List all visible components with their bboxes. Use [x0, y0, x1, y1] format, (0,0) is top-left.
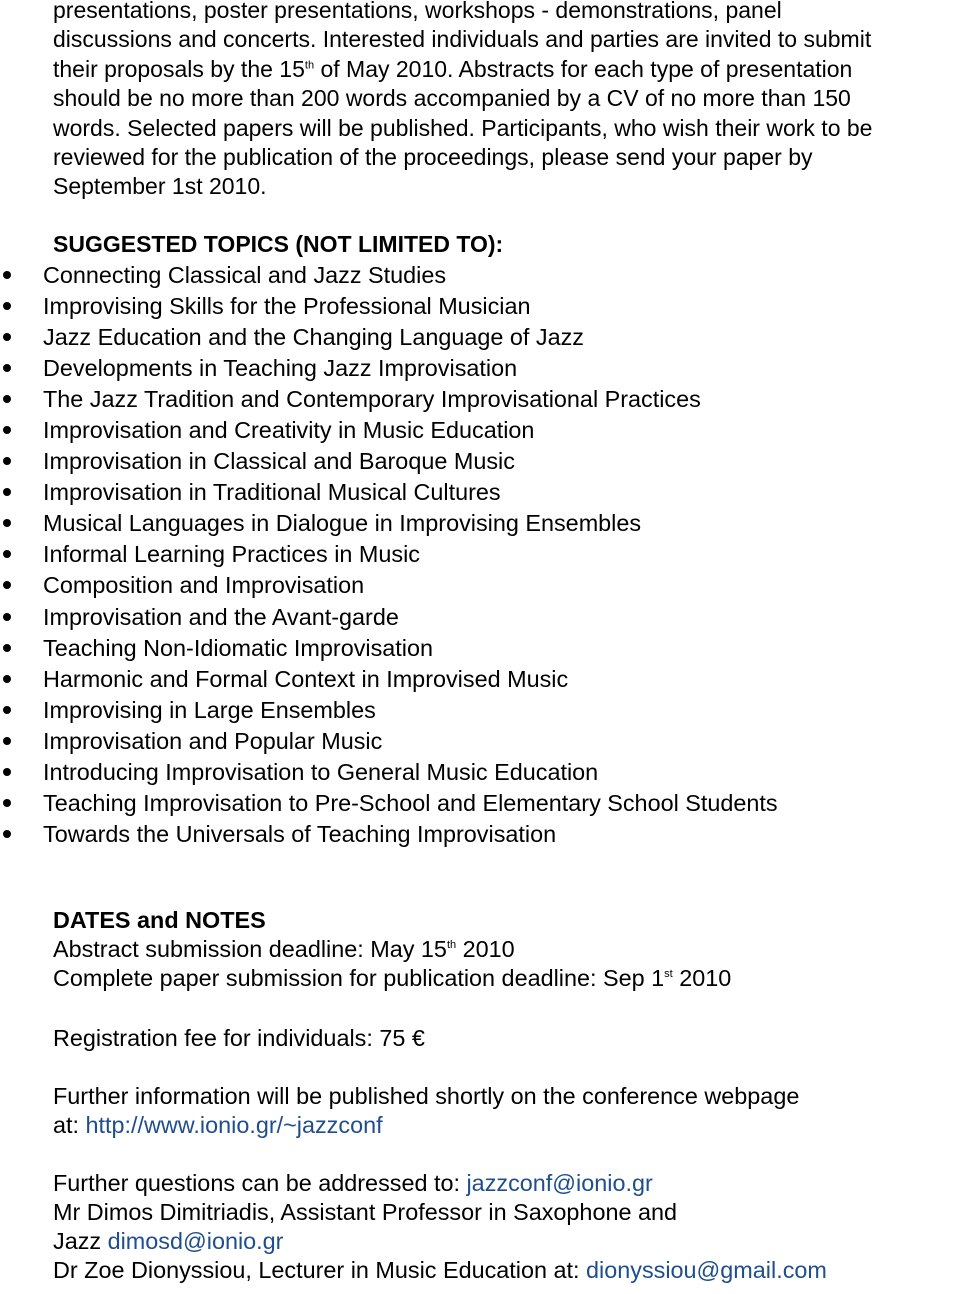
topic-item [0, 508, 778, 539]
bullet-icon [3, 457, 11, 465]
further-info-text: Further information will be published shortly on the conference webpage [53, 1083, 800, 1109]
questions-line: Further questions can be addressed to: jazzconf@ionio.gr [53, 1170, 653, 1196]
suggested-topics-heading: SUGGESTED TOPICS (NOT LIMITED TO): [53, 231, 504, 257]
topic-item [0, 446, 778, 477]
jazzconf-email-link[interactable]: jazzconf@ionio.gr [466, 1170, 653, 1196]
topic-text: Improvising Skills for the Professional Musician [43, 293, 531, 320]
bullet-icon [3, 426, 11, 434]
topic-item [0, 757, 778, 788]
topic-text: Composition and Improvisation [43, 572, 365, 599]
topic-text: Jazz Education and the Changing Language of Jazz [43, 324, 584, 351]
ordinal-suffix: th [446, 939, 457, 952]
topic-item [0, 353, 778, 384]
dates-heading: DATES and NOTES [53, 907, 266, 933]
webpage-line: at: http://www.ionio.gr/~jazzconf [53, 1112, 383, 1138]
topic-item [0, 322, 778, 353]
abstract-deadline: Abstract submission deadline: May 15th 2010 [53, 936, 515, 962]
topic-item [0, 664, 778, 695]
bullet-icon [3, 581, 11, 589]
dates-and-notes-section [53, 906, 953, 993]
topic-text: Towards the Universals of Teaching Improvisation [43, 820, 557, 847]
topic-text: Introducing Improvisation to General Music Education [43, 758, 599, 785]
topic-text: Musical Languages in Dialogue in Improvising Ensembles [43, 510, 642, 537]
topic-item [0, 633, 778, 664]
bullet-icon [3, 706, 11, 714]
dionyssiou-email-link[interactable]: dionyssiou@gmail.com [586, 1257, 827, 1283]
topic-item [0, 384, 778, 415]
bullet-icon [3, 333, 11, 341]
intro-line: reviewed for the publication of the proceedings, please send your paper by [53, 144, 813, 171]
topic-item [0, 788, 778, 819]
dimitriadis-email-line: Jazz dimosd@ionio.gr [53, 1228, 284, 1254]
bullet-icon [3, 550, 11, 558]
topic-text: Improvisation in Classical and Baroque Music [43, 448, 515, 475]
topic-text: Improvisation and Creativity in Music Education [43, 417, 535, 444]
suggested-topics-list [0, 260, 778, 850]
intro-line: should be no more than 200 words accompanied by a CV of no more than 150 [53, 85, 851, 112]
bullet-icon [3, 271, 11, 279]
topic-text: Harmonic and Formal Context in Improvised Music [43, 665, 569, 692]
bullet-icon [3, 830, 11, 838]
topic-item [0, 260, 778, 291]
topic-text: Informal Learning Practices in Music [43, 541, 421, 568]
topic-item [0, 477, 778, 508]
bullet-icon [3, 644, 11, 652]
ordinal-suffix: th [304, 59, 315, 72]
intro-line: discussions and concerts. Interested individuals and parties are invited to submit [53, 26, 872, 53]
bullet-icon [3, 364, 11, 372]
topic-item [0, 726, 778, 757]
contacts [53, 1169, 953, 1285]
topic-item [0, 291, 778, 322]
dimitriadis-line: Mr Dimos Dimitriadis, Assistant Professor in Saxophone and [53, 1199, 677, 1225]
further-information [53, 1082, 953, 1140]
topic-item [0, 695, 778, 726]
topic-text: Improvisation and Popular Music [43, 727, 383, 754]
bullet-icon [3, 613, 11, 621]
topic-text: The Jazz Tradition and Contemporary Improvisational Practices [43, 386, 701, 413]
topic-item [0, 570, 778, 601]
paper-deadline: Complete paper submission for publication deadline: Sep 1st 2010 [53, 965, 732, 991]
bullet-icon [3, 519, 11, 527]
bullet-icon [3, 302, 11, 310]
intro-line: presentations, poster presentations, workshops - demonstrations, panel [53, 0, 782, 23]
bullet-icon [3, 737, 11, 745]
topic-item [0, 602, 778, 633]
topic-text: Teaching Non-Idiomatic Improvisation [43, 634, 434, 661]
intro-line: September 1st 2010. [53, 173, 267, 200]
bullet-icon [3, 675, 11, 683]
intro-paragraph [53, 0, 958, 202]
registration-fee-text: Registration fee for individuals: 75 € [53, 1025, 425, 1051]
bullet-icon [3, 488, 11, 496]
ordinal-suffix: st [664, 968, 673, 981]
topic-text: Teaching Improvisation to Pre-School and Elementary School Students [43, 789, 778, 816]
topic-item [0, 415, 778, 446]
bullet-icon [3, 768, 11, 776]
dimitriadis-email-link[interactable]: dimosd@ionio.gr [107, 1228, 284, 1254]
conference-webpage-link[interactable]: http://www.ionio.gr/~jazzconf [85, 1112, 383, 1138]
topic-item [0, 539, 778, 570]
registration-fee [53, 1024, 953, 1053]
topic-text: Improvising in Large Ensembles [43, 696, 376, 723]
bullet-icon [3, 799, 11, 807]
topic-text: Improvisation and the Avant-garde [43, 603, 399, 630]
topic-text: Connecting Classical and Jazz Studies [43, 262, 447, 288]
intro-line: their proposals by the 15th of May 2010. Abstracts for each type of presentation [53, 55, 853, 82]
intro-line: words. Selected papers will be published. Participants, who wish their work to be [53, 114, 873, 141]
bullet-icon [3, 395, 11, 403]
dionyssiou-line: Dr Zoe Dionyssiou, Lecturer in Music Education at: dionyssiou@gmail.com [53, 1257, 827, 1283]
topic-item [0, 819, 778, 850]
topic-text: Improvisation in Traditional Musical Cultures [43, 479, 501, 506]
topic-text: Developments in Teaching Jazz Improvisation [43, 355, 518, 382]
